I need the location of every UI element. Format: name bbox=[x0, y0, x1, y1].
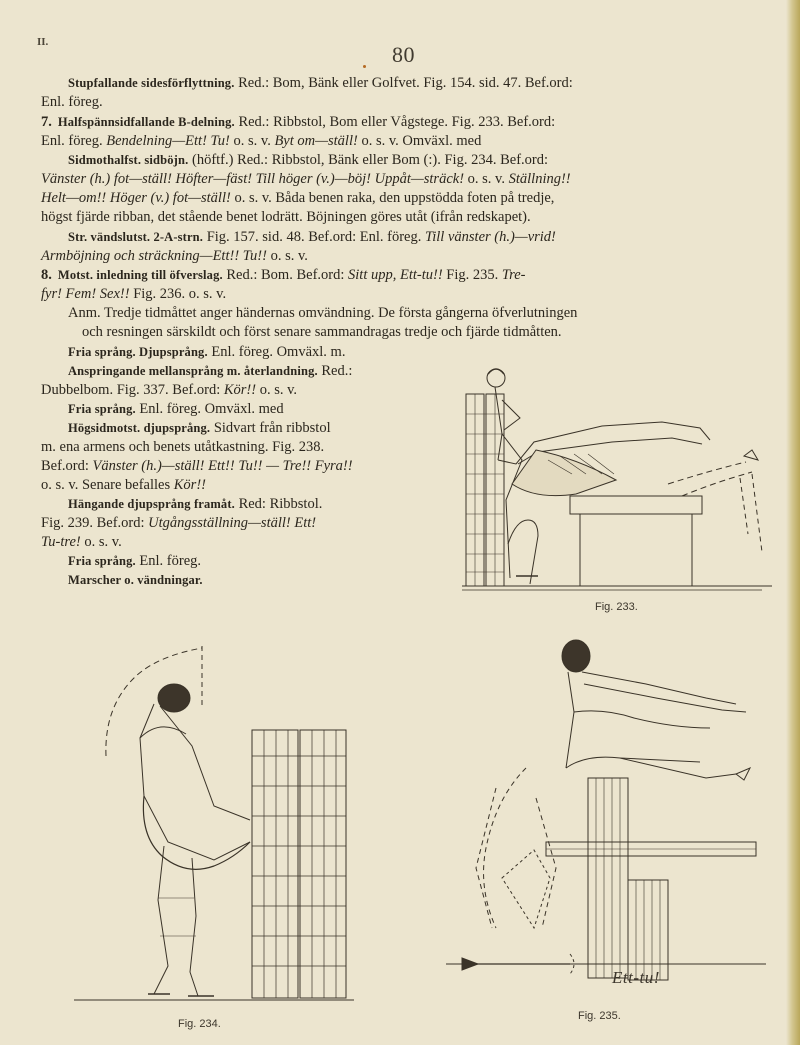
text-line: Bef.ord: Vänster (h.)—ställ! Ett!! Tu!! — Tre!! Fyra!! bbox=[41, 458, 353, 474]
page-edge-stain bbox=[786, 0, 800, 1045]
text-line: Enl. föreg. Bendelning—Ett! Tu! o. s. v. Byt om—ställ! o. s. v. Omväxl. med bbox=[41, 133, 482, 149]
text-line: Str. vändslutst. 2-A-strn. Fig. 157. sid. 48. Bef.ord: Enl. föreg. Till vänster (h.)—vrid! bbox=[68, 229, 556, 245]
text-line: Stupfallande sidesförflyttning. Red.: Bom, Bänk eller Golfvet. Fig. 154. sid. 47. Bef.ord: bbox=[68, 75, 573, 91]
text-line: Fig. 239. Bef.ord: Utgångsställning—ställ! Ett! bbox=[41, 515, 317, 531]
figure-235-illustration bbox=[406, 628, 766, 1000]
text-line: fyr! Fem! Sex!! Fig. 236. o. s. v. bbox=[41, 286, 227, 302]
text-line: Enl. föreg. bbox=[41, 94, 103, 110]
figure-235-inscription: Ett-tu! bbox=[612, 968, 660, 987]
text-line: Sidmothalfst. sidböjn. (höftf.) Red.: Ribbstol, Bänk eller Bom (:). Fig. 234. Bef.ord: bbox=[68, 152, 548, 168]
text-line: Tu-tre! o. s. v. bbox=[41, 534, 122, 550]
text-line: Fria språng. Enl. föreg. Omväxl. med bbox=[68, 401, 284, 417]
text-line: Helt—om!! Höger (v.) fot—ställ! o. s. v. Båda benen raka, den uppstödda foten på tredje, bbox=[41, 190, 555, 206]
text-line: m. ena armens och benets utåtkastning. Fig. 238. bbox=[41, 439, 325, 455]
text-line: Hängande djupsprång framåt. Red: Ribbstol. bbox=[68, 496, 323, 512]
text-line: 8. Motst. inledning till öfverslag. Red.: Bom. Bef.ord: Sitt upp, Ett-tu!! Fig. 235. Tre- bbox=[41, 267, 526, 283]
text-line: Armböjning och sträckning—Ett!! Tu!! o. s. v. bbox=[41, 248, 308, 264]
corner-mark: II. bbox=[37, 36, 49, 48]
text-line: Anm. Tredje tidmåttet anger händernas omvändning. De första gångerna öfverlutningen bbox=[68, 305, 578, 321]
figure-233-illustration bbox=[462, 364, 772, 596]
text-line: Högsidmotst. djupsprång. Sidvart från ribbstol bbox=[68, 420, 331, 436]
text-line: Dubbelbom. Fig. 337. Bef.ord: Kör!! o. s. v. bbox=[41, 382, 298, 398]
text-line: o. s. v. Senare befalles Kör!! bbox=[41, 477, 206, 493]
text-line: Vänster (h.) fot—ställ! Höfter—fäst! Till höger (v.)—böj! Uppåt—sträck! o. s. v. Ställning!! bbox=[41, 171, 571, 187]
text-line: 7. Halfspännsidfallande B-delning. Red.: Ribbstol, Bom eller Vågstege. Fig. 233. Bef.ord: bbox=[41, 114, 556, 130]
figure-234-illustration bbox=[64, 646, 356, 1008]
figure-235-caption: Fig. 235. bbox=[578, 1010, 621, 1022]
text-line: Fria språng. Enl. föreg. bbox=[68, 553, 202, 569]
text-line: och resningen särskildt och först senare sammandragas tredje och fjärde tidmåtten. bbox=[82, 324, 562, 340]
ink-speck bbox=[363, 65, 366, 68]
text-line: Anspringande mellansprång m. återlandning. Red.: bbox=[68, 363, 353, 379]
text-line: Marscher o. vändningar. bbox=[68, 573, 203, 587]
text-line: Fria språng. Djupsprång. Enl. föreg. Omväxl. m. bbox=[68, 344, 346, 360]
figure-234-caption: Fig. 234. bbox=[178, 1018, 221, 1030]
text-line: högst fjärde ribban, det stående benet lodrätt. Böjningen göres utåt (ifrån redskapet). bbox=[41, 209, 531, 225]
page-number: 80 bbox=[392, 42, 415, 67]
figure-233-caption: Fig. 233. bbox=[595, 601, 638, 613]
